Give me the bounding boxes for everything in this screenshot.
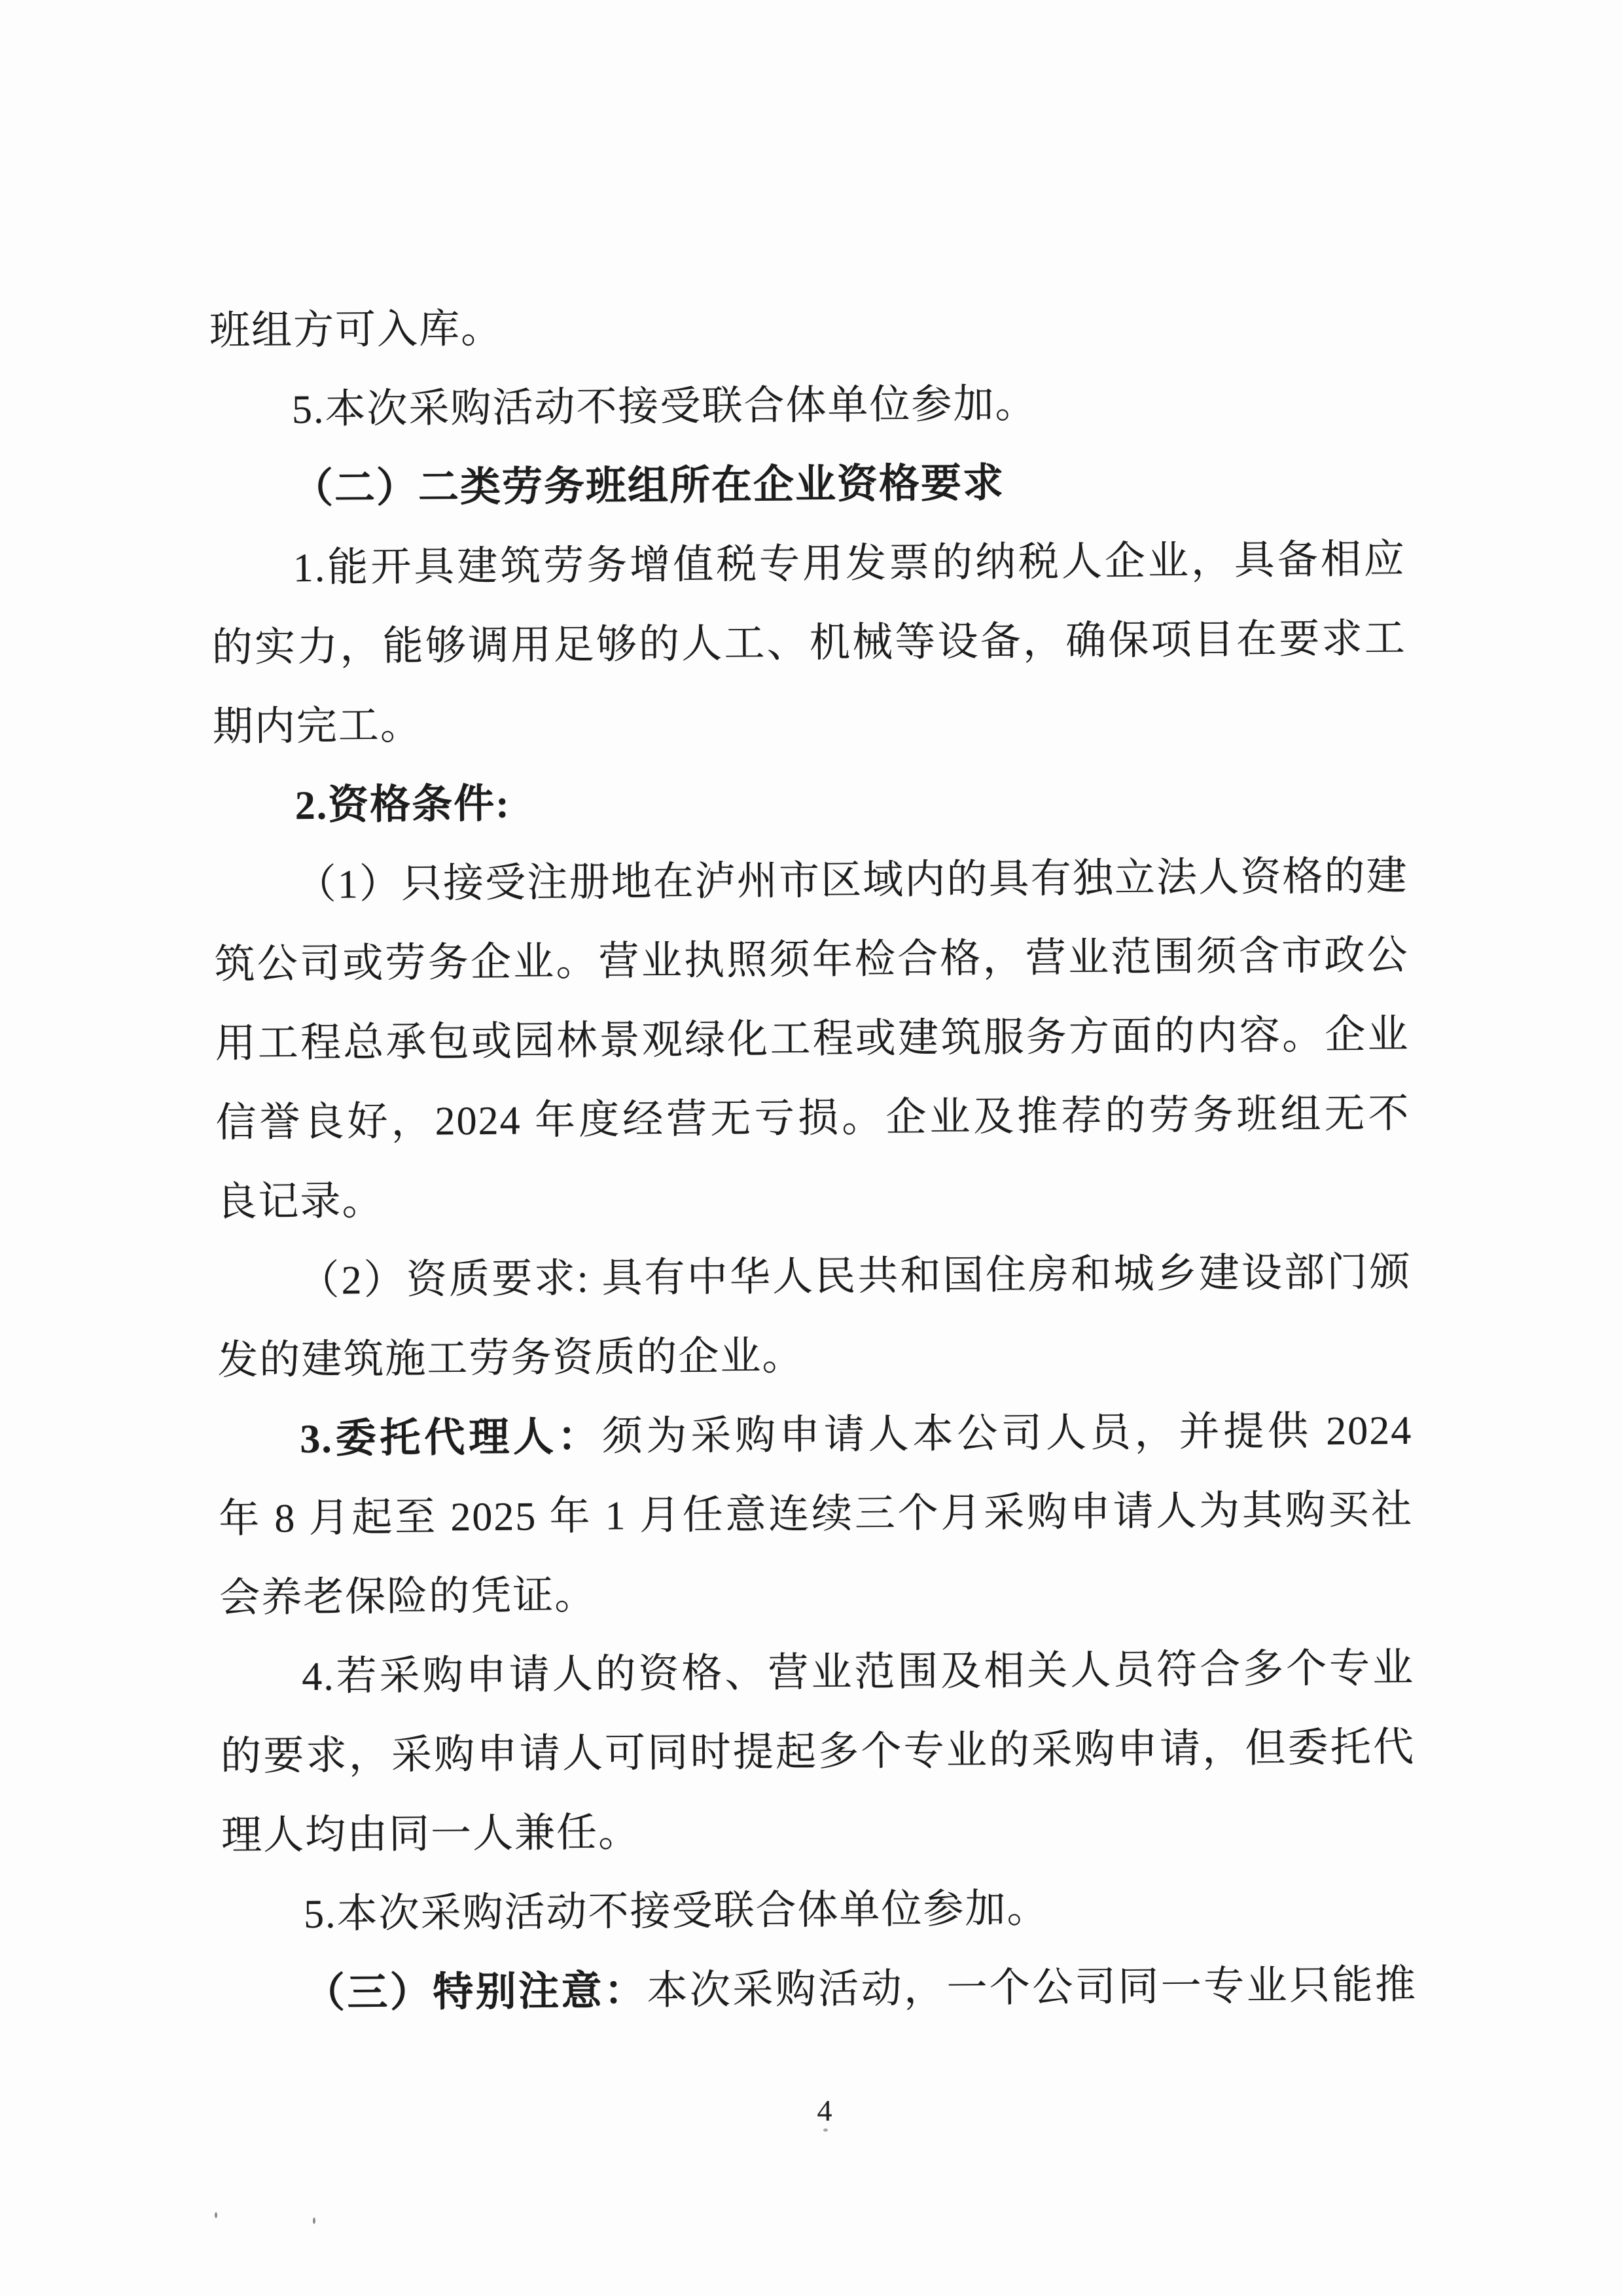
text-line-continuation: 班组方可入库。	[209, 306, 503, 354]
document-body	[209, 283, 1418, 2034]
text-line: 年 8 月起至 2025 年 1 月任意连续三个月采购申请人为其购买社	[219, 1487, 1414, 1542]
section-heading-2: （二）二类劳务班组所在企业资格要求	[292, 461, 1005, 512]
bold-label-agent: 3.委托代理人：	[300, 1414, 602, 1462]
subsection-heading-qualifications: 2.资格条件:	[294, 781, 511, 829]
text-line-item-5: 5.本次采购活动不接受联合体单位参加。	[303, 1886, 1049, 1937]
text-line: 期内完工。	[212, 703, 423, 750]
scan-speck	[313, 2217, 315, 2224]
page-number: 4	[817, 2094, 832, 2127]
text-segment: 本次采购活动，一个公司同一专业只能推	[647, 1962, 1418, 2014]
text-line: 的要求，采购申请人可同时提起多个专业的采购申请，但委托代	[220, 1725, 1416, 1780]
bold-label-special-note: （三）特别注意：	[304, 1969, 647, 2017]
text-line-item-5: 5.本次采购活动不接受联合体单位参加。	[291, 382, 1037, 433]
text-segment: 须为采购申请人本公司人员，并提供 2024	[601, 1408, 1413, 1460]
text-line: 用工程总承包或园林景观绿化工程或建筑服务方面的内容。企业	[215, 1012, 1410, 1067]
text-line-item-1: 1.能开具建筑劳务增值税专用发票的纳税人企业，具备相应	[293, 537, 1406, 591]
text-line: 会养老保险的凭证。	[219, 1573, 597, 1621]
scan-speck	[215, 2212, 217, 2218]
text-line: 筑公司或劳务企业。营业执照须年检合格，营业范围须含市政公	[214, 933, 1409, 988]
text-line-item-q1: （1）只接受注册地在泸州市区域内的具有独立法人资格的建	[295, 853, 1408, 908]
text-line: 信誉良好，2024 年度经营无亏损。企业及推荐的劳务班组无不	[215, 1091, 1410, 1146]
text-line: 发的建筑施工劳务资质的企业。	[217, 1334, 804, 1384]
text-line: 理人均由同一人兼任。	[221, 1810, 641, 1859]
text-line-item-3	[218, 1391, 1413, 1480]
scan-speck	[823, 2128, 828, 2132]
text-line-item-q2: （2）资质要求: 具有中华人民共和国住房和城乡建设部门颁	[298, 1249, 1412, 1304]
text-line-item-4: 4.若采购申请人的资格、营业范围及相关人员符合多个专业	[301, 1645, 1415, 1700]
text-line: 的实力，能够调用足够的人工、机械等设备，确保项目在要求工	[211, 616, 1407, 671]
text-line: 良记录。	[216, 1179, 384, 1225]
section-heading-3	[223, 1946, 1418, 2034]
